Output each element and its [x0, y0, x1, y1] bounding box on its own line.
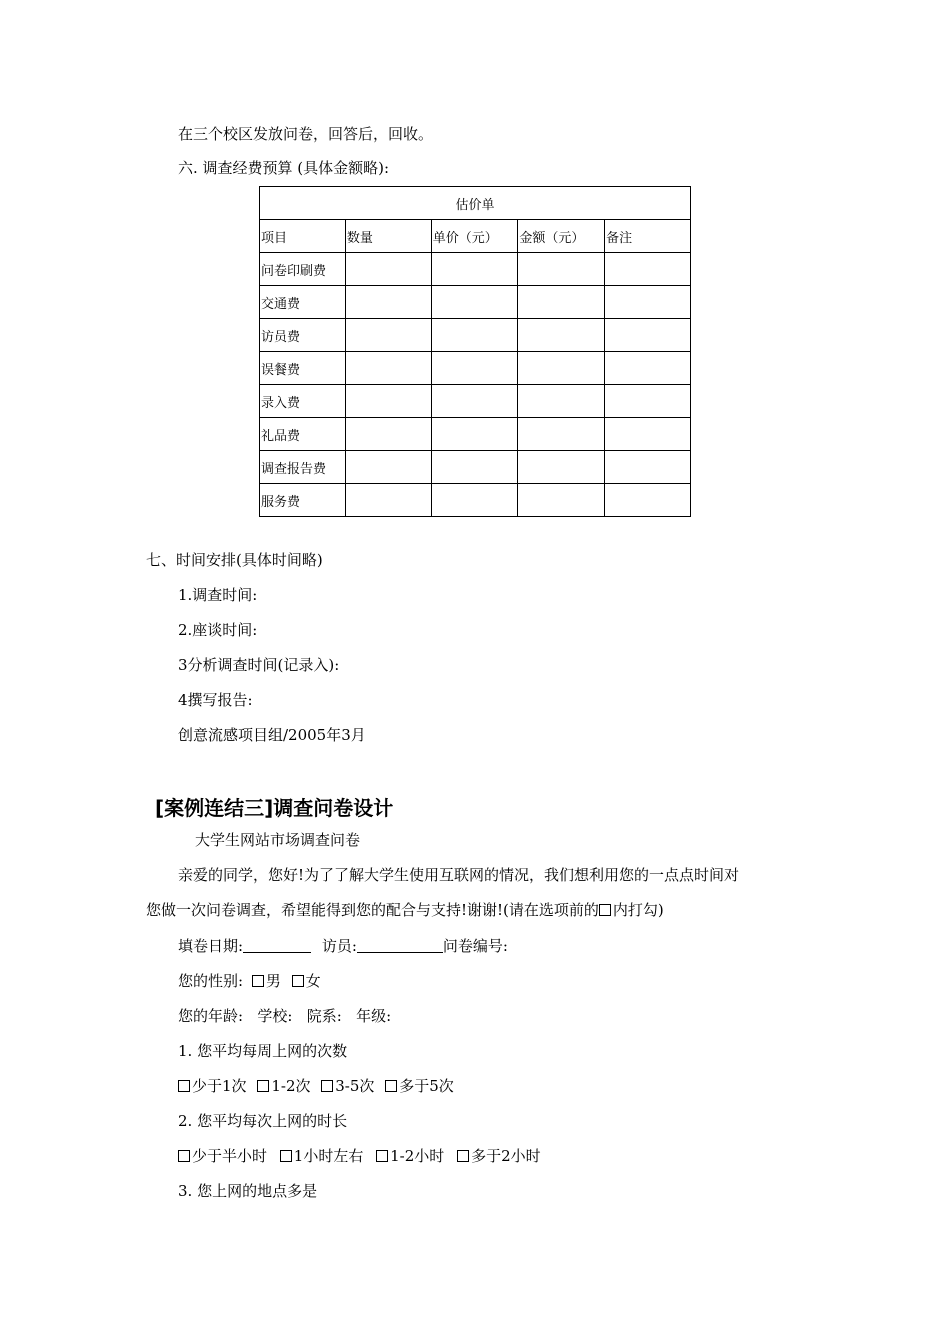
- table-cell: [431, 484, 518, 517]
- table-cell: [605, 451, 691, 484]
- table-cell: [345, 385, 431, 418]
- number-label: 问卷编号:: [442, 937, 508, 955]
- schedule-item: 2.座谈时间:: [178, 621, 258, 639]
- option-label: 3-5次: [335, 1077, 375, 1095]
- row-label: 礼品费: [260, 418, 346, 451]
- table-cell: [605, 286, 691, 319]
- schedule-heading: 七、时间安排(具体时间略): [146, 551, 323, 569]
- date-field[interactable]: [243, 937, 311, 953]
- questionnaire-title: 大学生网站市场调查问卷: [195, 831, 361, 849]
- question-1: 1. 您平均每周上网的次数: [178, 1042, 348, 1060]
- table-cell: [345, 253, 431, 286]
- schedule-item: 1.调查时间:: [178, 586, 258, 604]
- question-3: 3. 您上网的地点多是: [178, 1182, 318, 1200]
- table-cell: [431, 385, 518, 418]
- table-cell: [345, 352, 431, 385]
- interviewer-field[interactable]: [357, 937, 443, 953]
- greeting-text-a: 您做一次问卷调查，希望能得到您的配合与支持!谢谢!(请在选项前的: [146, 901, 599, 919]
- table-cell: [605, 352, 691, 385]
- table-cell: [345, 418, 431, 451]
- table-title: 估价单: [260, 187, 691, 220]
- option-checkbox[interactable]: [376, 1150, 388, 1162]
- table-cell: [518, 385, 605, 418]
- table-row: [260, 484, 691, 517]
- table-row: [260, 418, 691, 451]
- table-cell: [605, 319, 691, 352]
- table-row: [260, 286, 691, 319]
- table-row: [260, 319, 691, 352]
- schedule-item: 3分析调查时间(记录入):: [178, 656, 340, 674]
- row-label: 调查报告费: [260, 451, 346, 484]
- column-header: 项目: [260, 220, 346, 253]
- table-cell: [345, 451, 431, 484]
- case-heading: [案例连结三]调查问卷设计: [155, 796, 394, 820]
- table-cell: [431, 253, 518, 286]
- column-header: 单价（元）: [431, 220, 518, 253]
- table-cell: [518, 319, 605, 352]
- table-cell: [431, 418, 518, 451]
- option-checkbox[interactable]: [178, 1150, 190, 1162]
- gender-female-checkbox[interactable]: [292, 975, 304, 987]
- column-header: 备注: [605, 220, 691, 253]
- table-cell: [605, 385, 691, 418]
- table-cell: [518, 451, 605, 484]
- table-cell: [518, 484, 605, 517]
- table-cell: [345, 484, 431, 517]
- form-fields-row: [178, 936, 508, 956]
- date-label: 填卷日期:: [178, 937, 244, 955]
- table-cell: [431, 451, 518, 484]
- signature: 创意流感项目组/2005年3月: [178, 726, 366, 744]
- option-checkbox[interactable]: [321, 1080, 333, 1092]
- table-cell: [605, 484, 691, 517]
- row-label: 访员费: [260, 319, 346, 352]
- row-label: 录入费: [260, 385, 346, 418]
- option-label: 少于1次: [192, 1077, 247, 1095]
- table-cell: [345, 319, 431, 352]
- option-checkbox[interactable]: [178, 1080, 190, 1092]
- info-line: 您的年龄: 学校: 院系: 年级:: [178, 1007, 392, 1025]
- table-cell: [605, 253, 691, 286]
- option-checkbox[interactable]: [257, 1080, 269, 1092]
- row-label: 服务费: [260, 484, 346, 517]
- option-label: 多于5次: [399, 1077, 454, 1095]
- option-label: 多于2小时: [471, 1147, 541, 1165]
- table-row: [260, 385, 691, 418]
- row-label: 问卷印刷费: [260, 253, 346, 286]
- question-2: 2. 您平均每次上网的时长: [178, 1112, 348, 1130]
- option-label: 1小时左右: [293, 1147, 364, 1165]
- interviewer-label: 访员:: [321, 937, 357, 955]
- option-label: 1-2小时: [390, 1147, 445, 1165]
- option-label: 1-2次: [271, 1077, 311, 1095]
- table-row: [260, 451, 691, 484]
- option-checkbox[interactable]: [280, 1150, 292, 1162]
- table-cell: [431, 352, 518, 385]
- table-cell: [605, 418, 691, 451]
- table-cell: [518, 286, 605, 319]
- budget-table: [259, 186, 691, 517]
- row-label: 交通费: [260, 286, 346, 319]
- table-cell: [431, 319, 518, 352]
- checkbox-icon: [599, 904, 611, 916]
- question-2-options: [178, 1146, 541, 1166]
- table-header-row: [260, 220, 691, 253]
- greeting-text-b: 内打勾): [612, 901, 664, 919]
- table-title-row: [260, 187, 691, 220]
- column-header: 数量: [345, 220, 431, 253]
- column-header: 金额（元）: [518, 220, 605, 253]
- gender-label: 您的性别:: [178, 972, 244, 990]
- table-cell: [518, 352, 605, 385]
- table-cell: [518, 253, 605, 286]
- option-checkbox[interactable]: [385, 1080, 397, 1092]
- greeting-line-2: [146, 900, 664, 920]
- option-checkbox[interactable]: [457, 1150, 469, 1162]
- gender-row: [178, 971, 321, 991]
- schedule-item: 4撰写报告:: [178, 691, 253, 709]
- gender-option: 男: [265, 972, 281, 990]
- budget-heading: 六. 调查经费预算 (具体金额略):: [178, 159, 390, 177]
- table-row: [260, 352, 691, 385]
- distribution-text: 在三个校区发放问卷，回答后，回收。: [178, 125, 434, 143]
- option-label: 少于半小时: [192, 1147, 268, 1165]
- table-cell: [431, 286, 518, 319]
- gender-option: 女: [305, 972, 321, 990]
- table-cell: [518, 418, 605, 451]
- table-cell: [345, 286, 431, 319]
- greeting-line-1: 亲爱的同学，您好!为了了解大学生使用互联网的情况，我们想利用您的一点点时间对: [178, 866, 740, 884]
- table-row: [260, 253, 691, 286]
- question-1-options: [178, 1076, 454, 1096]
- row-label: 误餐费: [260, 352, 346, 385]
- gender-male-checkbox[interactable]: [252, 975, 264, 987]
